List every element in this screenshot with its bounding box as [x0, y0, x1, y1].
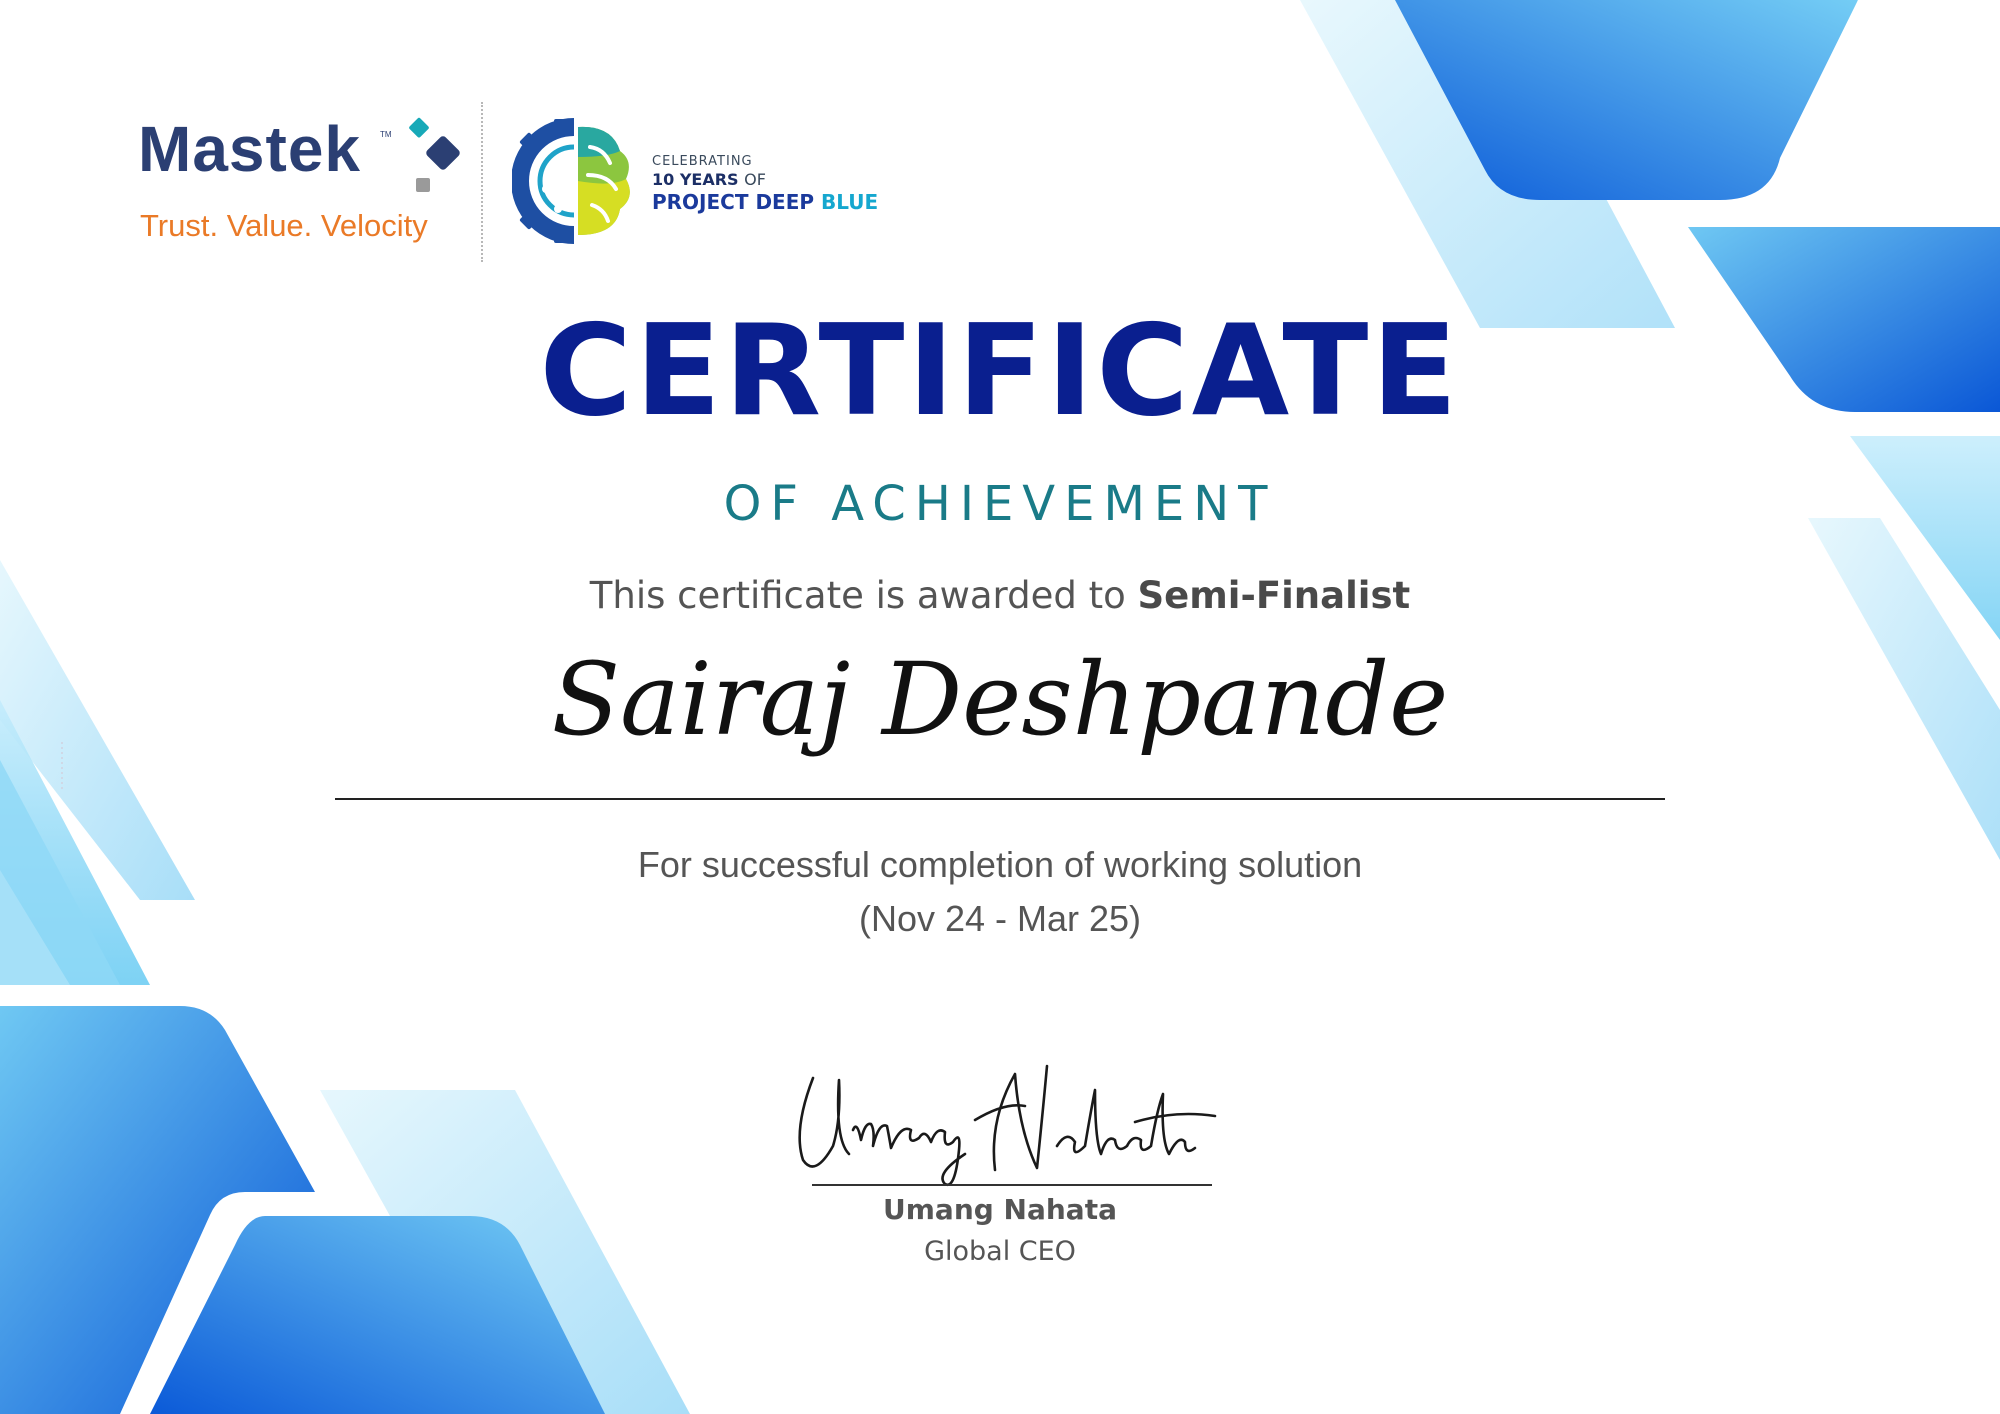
gear-brain-icon [512, 117, 637, 245]
reason-line-2: (Nov 24 - Mar 25) [858, 898, 1142, 939]
reason-block [0, 838, 2000, 946]
mastek-trademark: TM [380, 130, 392, 139]
reason-line-1: For successful completion of working solution [637, 844, 1363, 885]
pdb-ten-years: 10 YEARS [652, 170, 739, 189]
ceo-signature [775, 1050, 1225, 1190]
awarded-line [0, 574, 2000, 617]
awarded-prefix: This certificate is awarded to [589, 574, 1126, 617]
certificate-subtitle: OF ACHIEVEMENT [723, 476, 1277, 532]
award-level: Semi-Finalist [1137, 574, 1411, 617]
pdb-blue: BLUE [821, 190, 879, 214]
mastek-tagline: Trust. Value. Velocity [140, 208, 428, 243]
mastek-wordmark: Mastek [138, 113, 361, 185]
recipient-name: Sairaj Deshpande [551, 641, 1449, 758]
signer-name: Umang Nahata [883, 1193, 1117, 1226]
logo-divider [481, 102, 483, 262]
recipient-name-underline [335, 798, 1665, 800]
pdb-of: OF [744, 170, 766, 189]
signature-line [812, 1184, 1212, 1186]
signer-title: Global CEO [924, 1236, 1076, 1267]
pdb-celebrating: CELEBRATING [652, 154, 753, 169]
pdb-project-deep: PROJECT DEEP [652, 190, 815, 214]
mastek-squares-icon [400, 114, 460, 204]
certificate-title: CERTIFICATE [539, 297, 1461, 444]
project-deep-blue-logo [512, 117, 892, 247]
mastek-logo [138, 112, 478, 252]
